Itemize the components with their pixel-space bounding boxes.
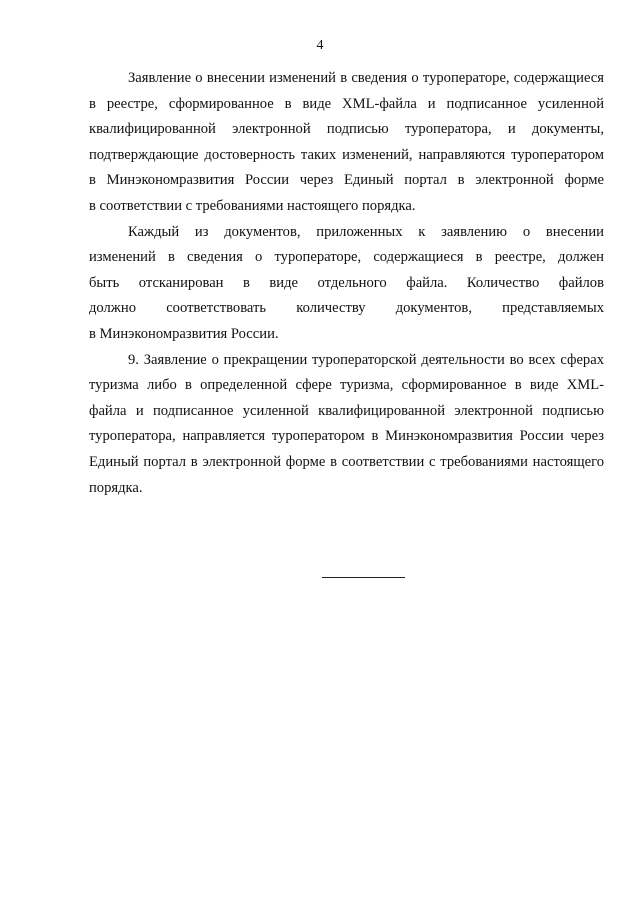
paragraph-line: в Минэкономразвития России через Единый портал в электронной форме bbox=[89, 172, 604, 189]
paragraph-line: туризма либо в определенной сфере туризма, сформированное в виде XML- bbox=[89, 377, 604, 394]
paragraph-line: порядка. bbox=[89, 479, 143, 496]
paragraph-line: в Минэкономразвития России. bbox=[89, 325, 279, 342]
paragraph-line: должно соответствовать количеству документов, представляемых bbox=[89, 300, 604, 317]
paragraph-termination-application bbox=[89, 348, 604, 502]
paragraph-line: туроператора, направляется туроператором в Минэкономразвития России через bbox=[89, 428, 604, 445]
paragraph-line: Каждый из документов, приложенных к заявлению о внесении bbox=[128, 223, 604, 240]
paragraph-line: подтверждающие достоверность таких изменений, направляются туроператором bbox=[89, 146, 604, 163]
paragraph-line: в соответствии с требованиями настоящего порядка. bbox=[89, 197, 416, 214]
paragraph-line: 9. Заявление о прекращении туроператорской деятельности во всех сферах bbox=[128, 351, 604, 368]
paragraph-line: в реестре, сформированное в виде XML-файла и подписанное усиленной bbox=[89, 95, 604, 112]
paragraph-line: Единый портал в электронной форме в соответствии с требованиями настоящего bbox=[89, 453, 604, 470]
paragraph-line: квалифицированной электронной подписью туроператора, и документы, bbox=[89, 121, 604, 138]
paragraph-line: быть отсканирован в виде отдельного файла. Количество файлов bbox=[89, 274, 604, 291]
paragraph-change-application bbox=[89, 66, 604, 220]
paragraph-document-scans bbox=[89, 220, 604, 348]
document-body bbox=[89, 66, 604, 501]
end-of-document-rule bbox=[322, 577, 405, 578]
page-number: 4 bbox=[316, 38, 324, 53]
paragraph-line: файла и подписанное усиленной квалифицированной электронной подписью bbox=[89, 402, 604, 419]
paragraph-line: изменений в сведения о туроператоре, содержащиеся в реестре, должен bbox=[89, 249, 604, 266]
paragraph-line: Заявление о внесении изменений в сведения о туроператоре, содержащиеся bbox=[128, 70, 604, 86]
